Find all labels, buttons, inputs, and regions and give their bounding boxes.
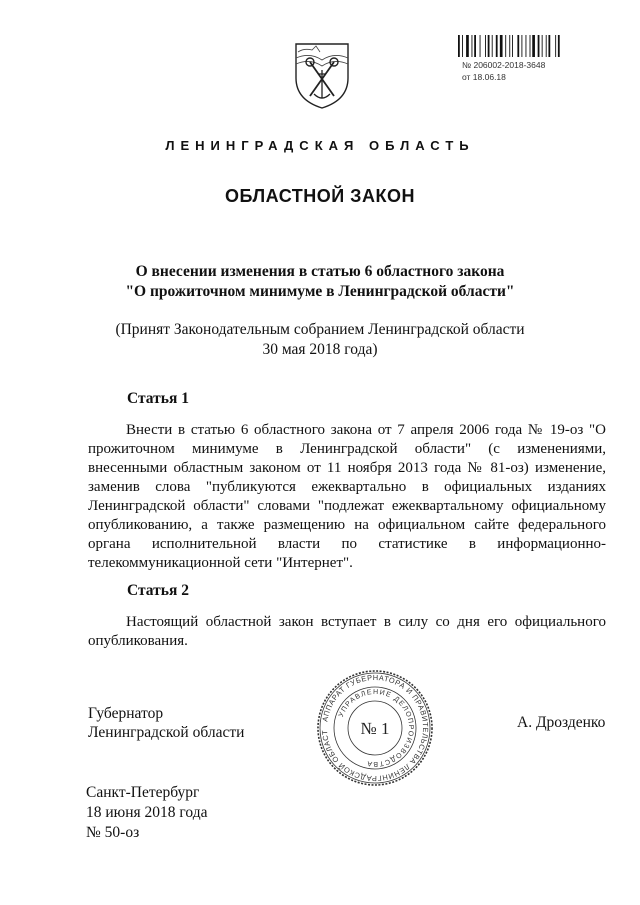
article-1-heading: Статья 1 [127, 390, 189, 407]
seal-ring-text: АППАРАТ ГУБЕРНАТОРА И ПРАВИТЕЛЬСТВА ЛЕНИНГРАДСКОЙ ОБЛАСТ [319, 672, 431, 784]
barcode-bar [472, 35, 473, 57]
barcode-bar [492, 35, 493, 57]
barcode-bar [546, 35, 547, 57]
region-name: ЛЕНИНГРАДСКАЯ ОБЛАСТЬ [165, 138, 475, 153]
barcode-bar [521, 35, 522, 57]
barcode-bar [480, 35, 481, 57]
barcode-bar [466, 35, 469, 57]
signatory-name: А. Дрозденко [517, 714, 606, 731]
registration-stamp [462, 59, 545, 83]
article-2-heading: Статья 2 [127, 582, 189, 599]
barcode-bar [485, 35, 486, 57]
barcode-bar [530, 35, 531, 57]
law-title-line1: О внесении изменения в статью 6 областного закона [135, 263, 505, 280]
barcode-bar [496, 35, 498, 57]
barcode-bar [532, 35, 535, 57]
article-2-text: Настоящий областной закон вступает в силу со дня его официального опубликования. [88, 614, 606, 649]
signatory-position [88, 704, 244, 742]
barcode-bar [555, 35, 556, 57]
barcode-bar [474, 35, 476, 57]
adoption-note [90, 320, 550, 360]
barcode-bar [542, 35, 543, 57]
law-title [100, 262, 540, 302]
adoption-note-line1: (Принят Законодательным собранием Ленинградской области [115, 321, 525, 338]
registration-number: № 206002-2018-3648 [462, 60, 546, 70]
barcode-bar [500, 35, 503, 57]
city: Санкт-Петербург [86, 784, 200, 801]
law-number: № 50-оз [86, 824, 140, 841]
barcode-bar [462, 35, 463, 57]
seal-number: № 1 [360, 719, 390, 738]
barcode-bar [558, 35, 560, 57]
barcode [457, 35, 597, 57]
barcode-bar [458, 35, 460, 57]
signatory-position-line2: Ленинградской области [88, 724, 245, 741]
barcode-bar [538, 35, 540, 57]
place-date-block [86, 783, 207, 843]
barcode-bar [505, 35, 506, 57]
barcode-bar [517, 35, 519, 57]
signing-date: 18 июня 2018 года [86, 804, 208, 821]
law-title-line2: "О прожиточном минимуме в Ленинградской области" [125, 283, 515, 300]
document-type: ОБЛАСТНОЙ ЗАКОН [225, 186, 415, 206]
barcode-bar [509, 35, 510, 57]
signatory-position-line1: Губернатор [88, 705, 164, 722]
barcode-bar [512, 35, 513, 57]
registration-date: от 18.06.18 [462, 72, 506, 82]
seal-inner-text: УПРАВЛЕНИЕ ДЕЛОПРОИЗВОДСТВА [337, 688, 415, 768]
barcode-bar [488, 35, 490, 57]
official-seal [315, 668, 435, 788]
adoption-note-line2: 30 мая 2018 года) [262, 341, 378, 358]
article-1-text: Внести в статью 6 областного закона от 7 апреля 2006 года № 19-оз "О прожиточном минимуме в Ленинградской области" (с изменениями, внесенными областным законом от 11 ноября 2013 года № 81-оз) изменение, заменив слова "публикуются ежеквартально в официальных изданиях Ленинградской области" словами "подлежат ежеквартальному официальному опубликованию, а также размещению на официальном сайте федерального органа исполнительной власти по статистике в информационно-телекоммуникационной сети "Интернет". [88, 422, 606, 571]
coat-of-arms-emblem [290, 38, 354, 110]
barcode-bar [548, 35, 550, 57]
barcode-bar [526, 35, 527, 57]
